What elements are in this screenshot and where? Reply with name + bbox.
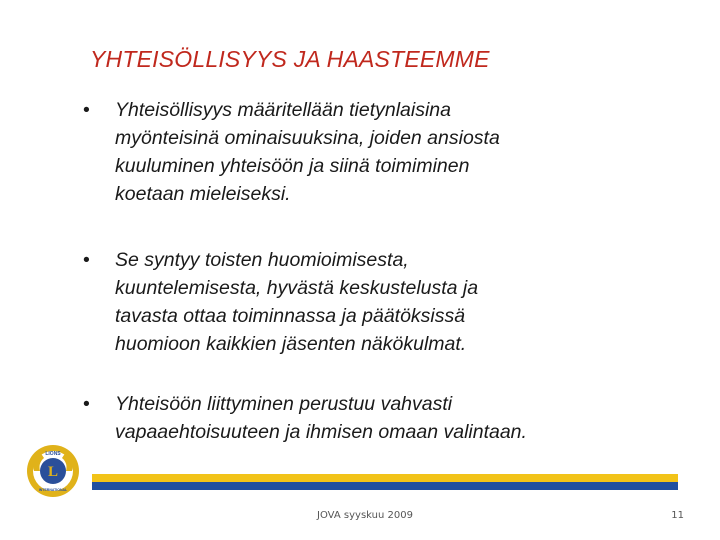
bullet-marker: • bbox=[83, 393, 90, 415]
bullet-item bbox=[83, 390, 715, 446]
slide-title: YHTEISÖLLISYYS JA HAASTEEMME bbox=[90, 46, 490, 72]
bullet-line: myönteisinä ominaisuuksina, joiden ansiosta bbox=[115, 127, 500, 149]
page-number: 11 bbox=[671, 510, 684, 521]
bullet-line: Se syntyy toisten huomioimisesta, bbox=[115, 249, 409, 271]
bullet-line: Yhteisöllisyys määritellään tietynlaisina bbox=[115, 99, 451, 121]
lions-club-emblem-icon bbox=[26, 444, 80, 498]
logo-letter: L bbox=[47, 464, 59, 480]
bullet-marker: • bbox=[83, 99, 90, 121]
logo-top-text: LIONS bbox=[45, 451, 61, 457]
bullet-line: Yhteisöön liittyminen perustuu vahvasti bbox=[115, 393, 453, 415]
bullet-line: kuuntelemisesta, hyvästä keskustelusta ja bbox=[115, 277, 479, 299]
bullet-line: huomioon kaikkien jäsenten näkökulmat. bbox=[115, 333, 467, 355]
bullet-line: kuuluminen yhteisöön ja siinä toimiminen bbox=[115, 155, 470, 177]
bullet-item bbox=[83, 96, 675, 208]
footer-text: JOVA syyskuu 2009 bbox=[317, 510, 413, 521]
bullet-marker: • bbox=[83, 249, 90, 271]
footer-stripe-blue bbox=[92, 482, 678, 490]
bullet-item bbox=[83, 246, 675, 358]
bullet-line: koetaan mieleiseksi. bbox=[115, 183, 291, 205]
bullet-line: vapaaehtoisuuteen ja ihmisen omaan valintaan. bbox=[115, 421, 527, 443]
bullet-line: tavasta ottaa toiminnassa ja päätöksissä bbox=[115, 305, 466, 327]
footer-stripe-yellow bbox=[92, 474, 678, 482]
logo-bottom-text: INTERNATIONAL bbox=[38, 488, 68, 492]
